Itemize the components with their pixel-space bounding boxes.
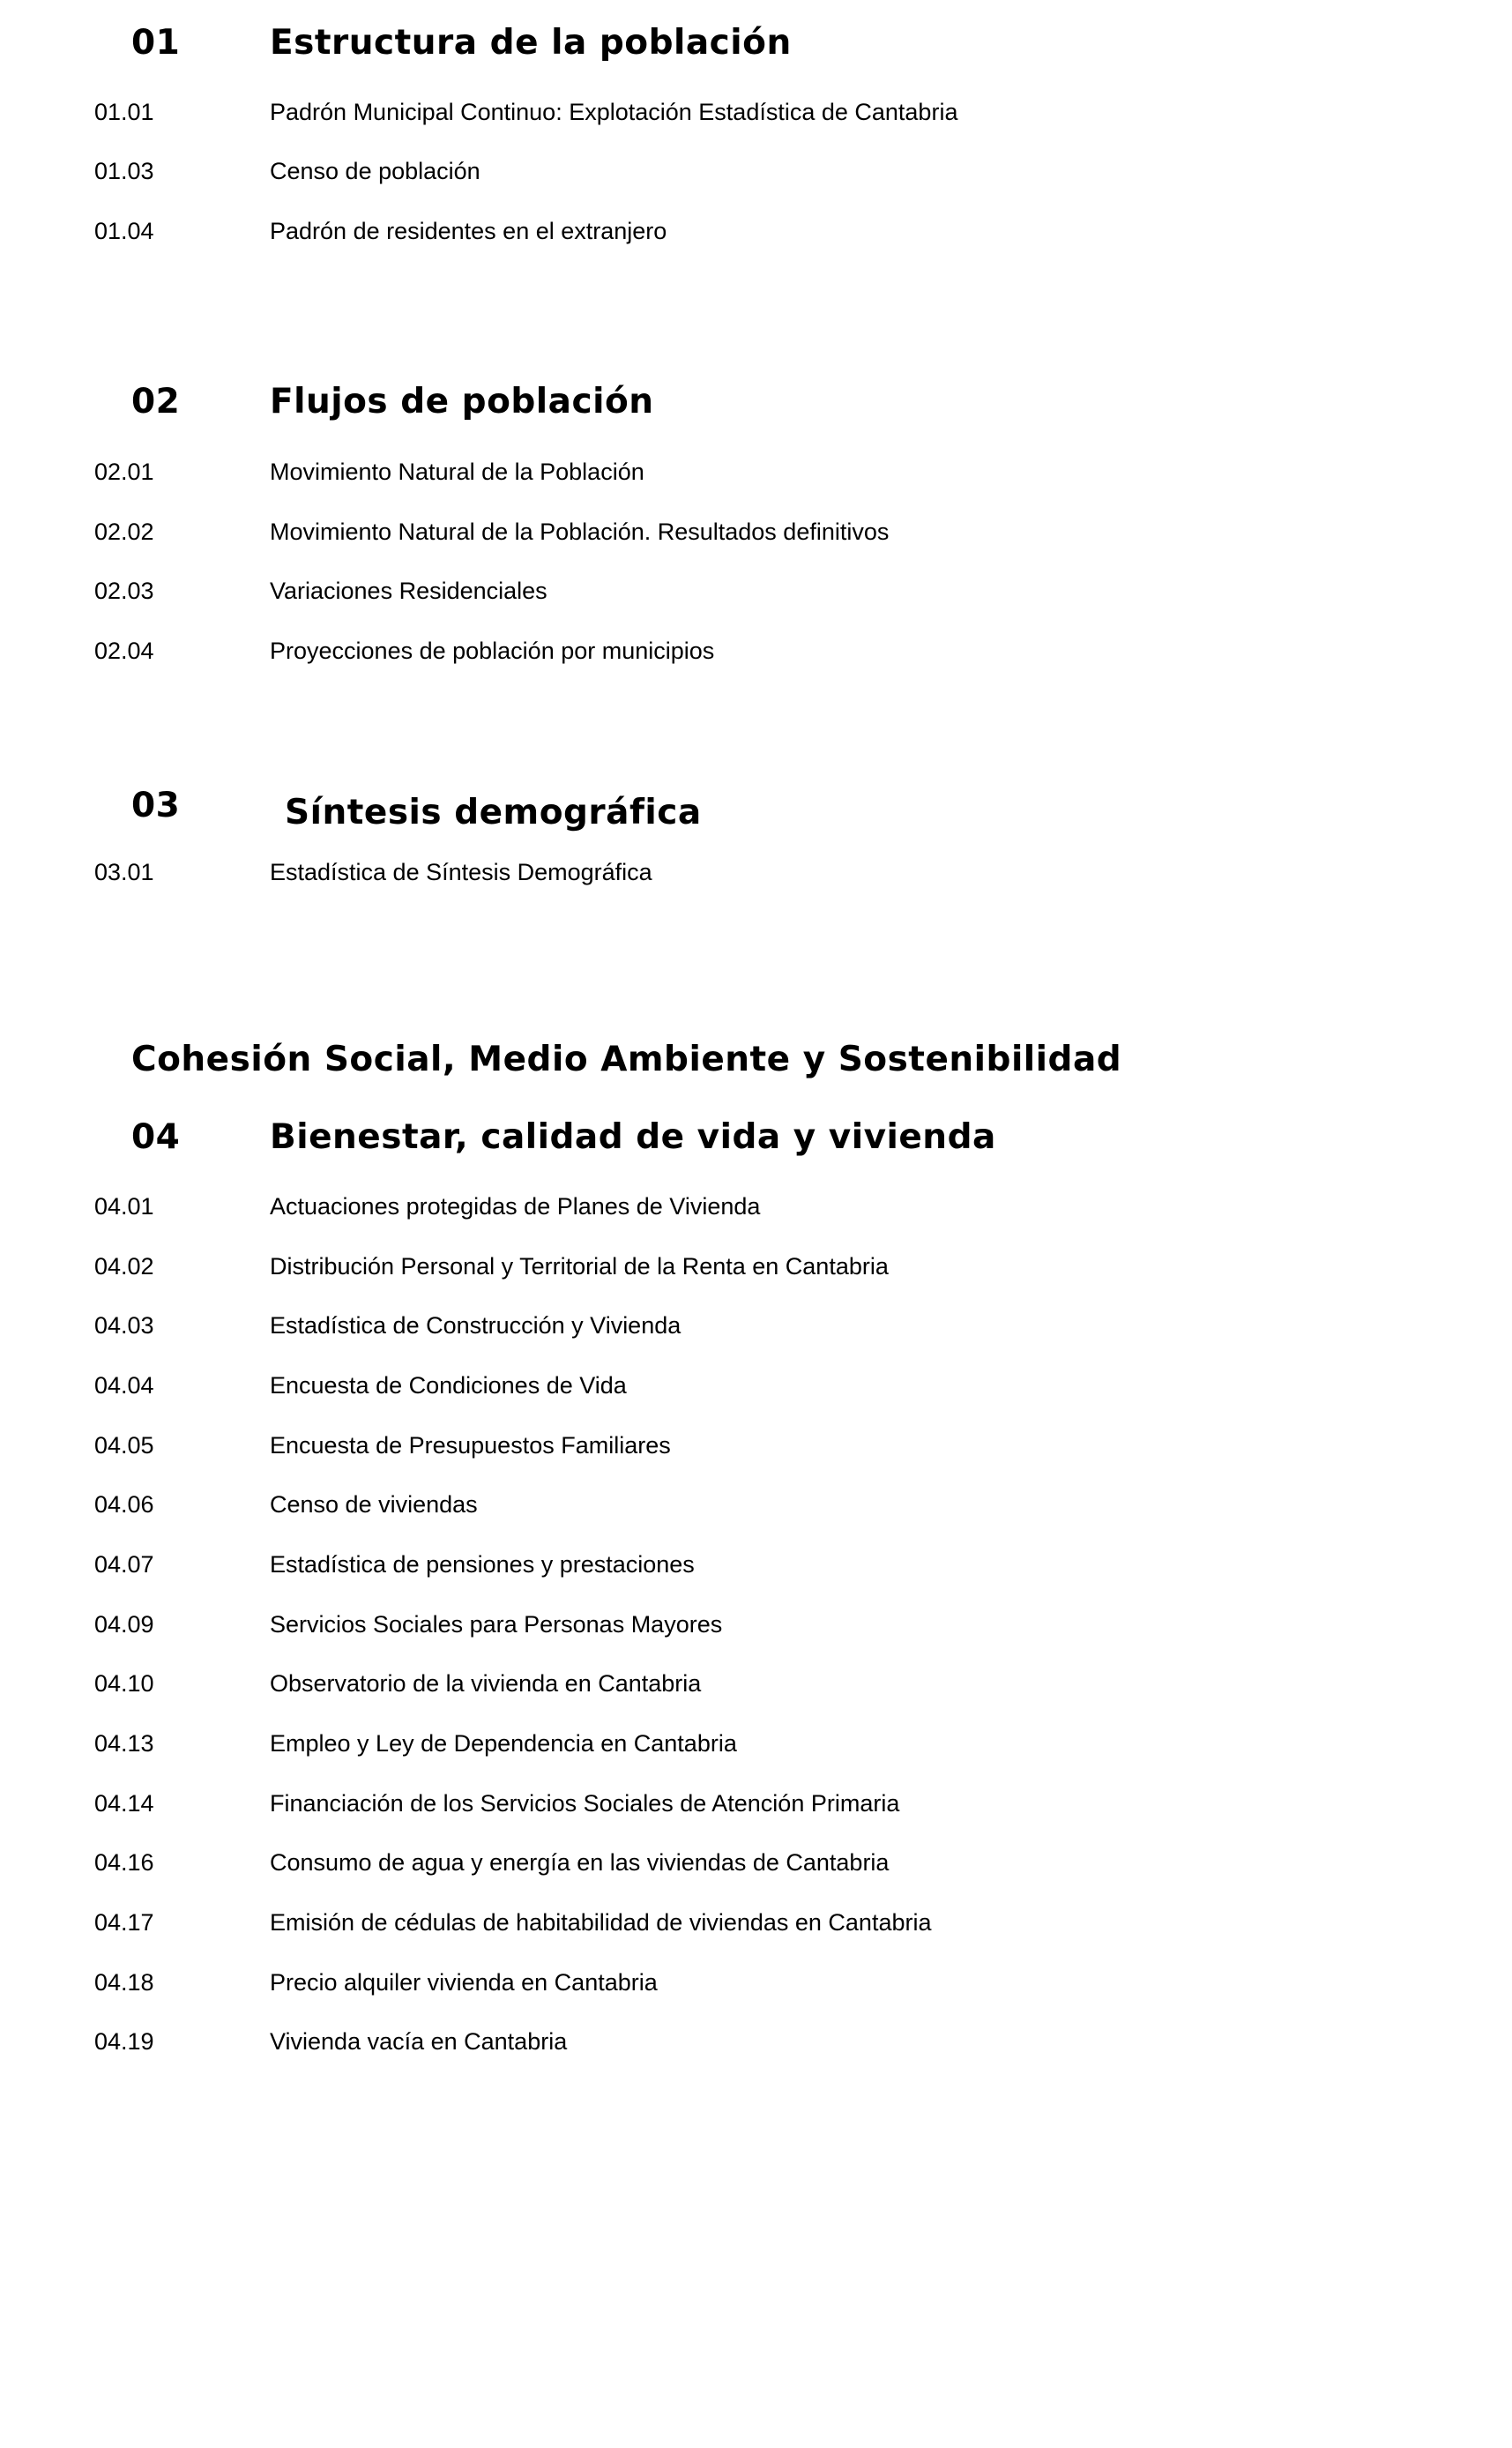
item-label[interactable]: Encuesta de Condiciones de Vida <box>270 1372 627 1399</box>
item-code: 04.06 <box>94 1491 154 1518</box>
item-code: 02.03 <box>94 578 154 604</box>
item-code: 04.03 <box>94 1312 154 1339</box>
item-code: 01.01 <box>94 99 154 125</box>
item-code: 04.17 <box>94 1909 154 1936</box>
item-code: 01.03 <box>94 158 154 184</box>
item-code: 04.09 <box>94 1611 154 1638</box>
item-code: 02.02 <box>94 519 154 545</box>
item-label[interactable]: Actuaciones protegidas de Planes de Vivienda <box>270 1193 761 1220</box>
item-code: 04.02 <box>94 1253 154 1280</box>
item-label[interactable]: Movimiento Natural de la Población. Resultados definitivos <box>270 519 890 545</box>
section-title: Flujos de población <box>270 382 654 422</box>
section-title: Estructura de la población <box>270 23 792 63</box>
item-label[interactable]: Servicios Sociales para Personas Mayores <box>270 1611 723 1638</box>
item-code: 04.05 <box>94 1432 154 1459</box>
section-number: 01 <box>131 23 181 63</box>
item-label[interactable]: Padrón Municipal Continuo: Explotación Estadística de Cantabria <box>270 99 958 125</box>
section-number: 04 <box>131 1117 181 1157</box>
item-code: 04.04 <box>94 1372 154 1399</box>
section-number: 02 <box>131 382 181 422</box>
item-label[interactable]: Encuesta de Presupuestos Familiares <box>270 1432 671 1459</box>
item-label[interactable]: Censo de viviendas <box>270 1491 478 1518</box>
item-label[interactable]: Variaciones Residenciales <box>270 578 547 604</box>
item-code: 04.07 <box>94 1551 154 1578</box>
item-code: 04.10 <box>94 1670 154 1697</box>
item-label[interactable]: Movimiento Natural de la Población <box>270 459 644 485</box>
item-label[interactable]: Emisión de cédulas de habitabilidad de viviendas en Cantabria <box>270 1909 932 1936</box>
item-label[interactable]: Censo de población <box>270 158 480 184</box>
item-label[interactable]: Padrón de residentes en el extranjero <box>270 218 667 244</box>
item-label[interactable]: Consumo de agua y energía en las viviendas de Cantabria <box>270 1849 890 1876</box>
item-code: 02.04 <box>94 638 154 664</box>
item-code: 01.04 <box>94 218 154 244</box>
item-label[interactable]: Empleo y Ley de Dependencia en Cantabria <box>270 1730 737 1757</box>
item-label[interactable]: Financiación de los Servicios Sociales de Atención Primaria <box>270 1790 900 1817</box>
group-title: Cohesión Social, Medio Ambiente y Sostenibilidad <box>131 1040 1122 1079</box>
section-number: 03 <box>131 786 181 825</box>
item-code: 04.01 <box>94 1193 154 1220</box>
item-label[interactable]: Estadística de Síntesis Demográfica <box>270 859 652 885</box>
item-code: 04.14 <box>94 1790 154 1817</box>
item-code: 03.01 <box>94 859 154 885</box>
item-code: 04.16 <box>94 1849 154 1876</box>
item-code: 04.13 <box>94 1730 154 1757</box>
item-label[interactable]: Precio alquiler vivienda en Cantabria <box>270 1969 658 1996</box>
item-code: 04.19 <box>94 2028 154 2055</box>
item-label[interactable]: Estadística de Construcción y Vivienda <box>270 1312 682 1339</box>
section-title: Síntesis demográfica <box>285 793 702 832</box>
item-code: 02.01 <box>94 459 154 485</box>
item-label[interactable]: Proyecciones de población por municipios <box>270 638 715 664</box>
item-label[interactable]: Vivienda vacía en Cantabria <box>270 2028 568 2055</box>
item-code: 04.18 <box>94 1969 154 1996</box>
section-title: Bienestar, calidad de vida y vivienda <box>270 1117 996 1157</box>
item-label[interactable]: Distribución Personal y Territorial de la Renta en Cantabria <box>270 1253 889 1280</box>
item-label[interactable]: Observatorio de la vivienda en Cantabria <box>270 1670 702 1697</box>
item-label[interactable]: Estadística de pensiones y prestaciones <box>270 1551 695 1578</box>
